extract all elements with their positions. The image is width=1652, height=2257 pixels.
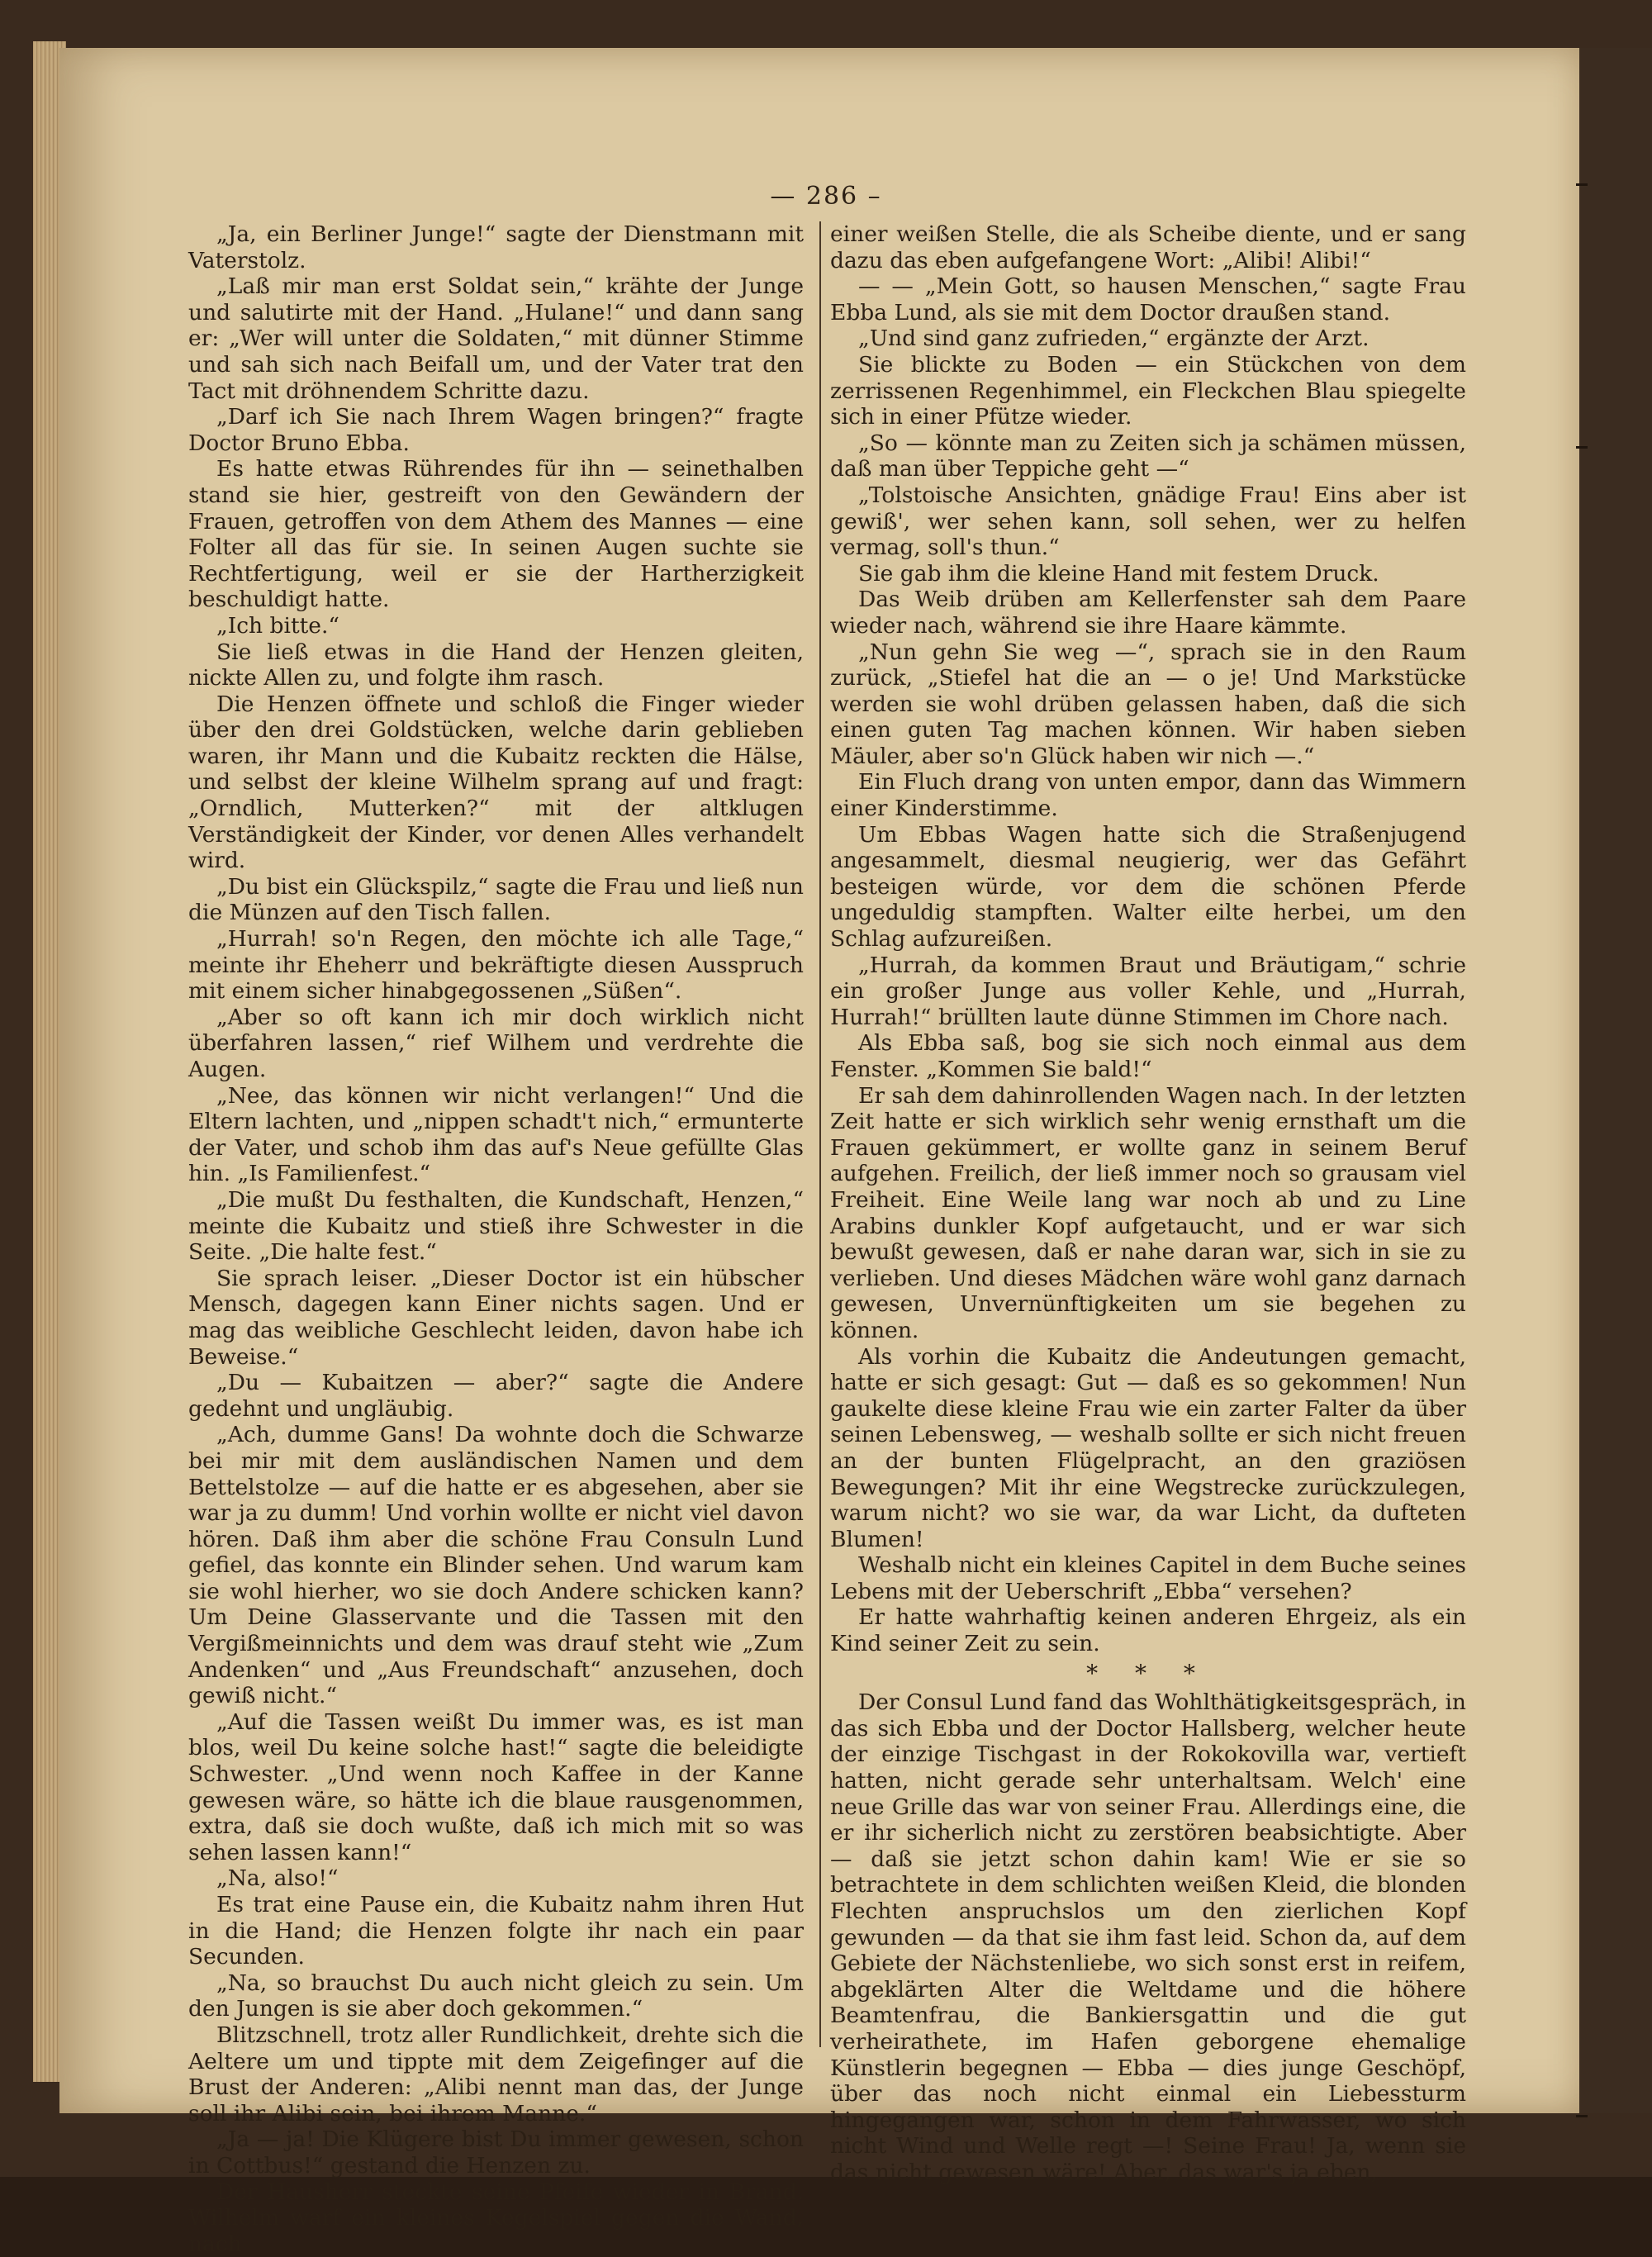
paragraph: „Nee, das können wir nicht verlangen!“ Und die Eltern lachten, und „nippen schadt't nich,“ ermunterte der Vater, und schob ihm das auf's Neue gefüllte Glas hin. „Is Familienfest.“ [188, 1082, 804, 1187]
paragraph: „Du bist ein Glückspilz,“ sagte die Frau und ließ nun die Münzen auf den Tisch fallen. [188, 873, 804, 926]
paragraph: Es trat eine Pause ein, die Kubaitz nahm ihren Hut in die Hand; die Henzen folgte ihr nach ein paar Secunden. [188, 1892, 804, 1970]
paragraph: Sie sprach leiser. „Dieser Doctor ist ein hübscher Mensch, dagegen kann Einer nichts sagen. Und er mag das weibliche Geschlecht leiden, davon habe ich Beweise.“ [188, 1265, 804, 1370]
paragraph: „Tolstoische Ansichten, gnädige Frau! Eins aber ist gewiß', wer sehen kann, soll sehen, wer zu helfen vermag, soll's thun.“ [830, 482, 1466, 561]
paragraph: „Ja — ja! Die Klügere bist Du immer gewesen, schon in Cottbus!“ gestand die Henzen zu. [188, 2126, 804, 2179]
paragraph: Weshalb nicht ein kleines Capitel in dem Buche seines Lebens mit der Ueberschrift „Ebba“ versehen? [830, 1552, 1466, 1604]
paragraph: Es hatte etwas Rührendes für ihn — seinethalben stand sie hier, gestreift von den Gewändern der Frauen, getroffen von dem Athem des Mannes — eine Folter all das für sie. In seinen Augen suchte sie Rechtfertigung, weil er sie der Hartherzigkeit beschuldigt hatte. [188, 456, 804, 613]
paragraph: „Na, also!“ [216, 1865, 339, 1892]
paragraph: „Hurrah, da kommen Braut und Bräutigam,“ schrie ein großer Junge aus voller Kehle, und „Hurrah, Hurrah!“ brüllten laute dünne Stimmen im Chore nach. [830, 952, 1466, 1030]
paragraph: Sie gab ihm die kleine Hand mit festem Druck. [858, 560, 1379, 587]
paragraph: „Na, so brauchst Du auch nicht gleich zu sein. Um den Jungen is sie aber doch gekommen.“ [188, 1970, 804, 2022]
paragraph: „Und sind ganz zufrieden,“ ergänzte der Arzt. [858, 325, 1370, 352]
margin-mark [1576, 183, 1588, 186]
paragraph: Der Hausherr steckte seine Pfeife wieder in Brand. Wilhelm warf ein kleines Kegelspiel gegen die Wand, nach [188, 2179, 804, 2257]
right-text-column [830, 221, 1466, 2186]
paragraph: „Du — Kubaitzen — aber?“ sagte die Andere gedehnt und ungläubig. [188, 1370, 804, 1422]
paragraph: „Laß mir man erst Soldat sein,“ krähte der Junge und salutirte mit der Hand. „Hulane!“ und dann sang er: „Wer will unter die Soldaten,“ mit dünner Stimme und sah sich nach Beifall um, und der Vater trat den Tact mit dröhnendem Schritte dazu. [188, 273, 804, 404]
paragraph: „Darf ich Sie nach Ihrem Wagen bringen?“ fragte Doctor Bruno Ebba. [188, 404, 804, 456]
paragraph: Als Ebba saß, bog sie sich noch einmal aus dem Fenster. „Kommen Sie bald!“ [830, 1030, 1466, 1082]
paragraph: „Ja, ein Berliner Junge!“ sagte der Dienstmann mit Vaterstolz. [188, 221, 804, 273]
paragraph: Er sah dem dahinrollenden Wagen nach. In der letzten Zeit hatte er sich wirklich sehr wenig ernsthaft um die Frauen gekümmert, er wollte ganz in seinem Beruf aufgehen. Freilich, der ließ immer noch so grausam viel Freiheit. Eine Weile lang war noch ab und zu Line Arabins dunkler Kopf aufgetaucht, und er war sich bewußt gewesen, daß er nahe daran war, sich in sie zu verlieben. Und dieses Mädchen wäre wohl ganz darnach gewesen, Unvernünftigkeiten um sie begehen zu können. [830, 1082, 1466, 1343]
paragraph: „Ich bitte.“ [216, 612, 339, 639]
margin-mark [1576, 2115, 1588, 2117]
left-text-column [188, 221, 804, 2257]
paragraph: Als vorhin die Kubaitz die Andeutungen gemacht, hatte er sich gesagt: Gut — daß es so gekommen! Nun gaukelte diese kleine Frau wie ein zarter Falter da über seinen Lebensweg, — weshalb sollte er sich nicht freuen an der bunten Flügelpracht, an den graziösen Bewegungen? Mit ihr eine Wegstrecke zurückzulegen, warum nicht? wo sie war, da war Licht, da dufteten Blumen! [830, 1343, 1466, 1552]
column-divider [819, 221, 821, 2047]
paragraph: „Ach, dumme Gans! Da wohnte doch die Schwarze bei mir mit dem ausländischen Namen und dem Bettelstolze — auf die hatte er es abgesehen, aber sie war ja zu dumm! Und vorhin wollte er nicht viel davon hören. Daß ihm aber die schöne Frau Consuln Lund gefiel, das konnte ein Blinder sehen. Und warum kam sie wohl hierher, wo sie doch Andere schicken kann? Um Deine Glasservante und die Tassen mit den Vergißmeinnichts und dem was drauf steht wie „Zum Andenken“ und „Aus Freundschaft“ anzusehen, doch gewiß nicht.“ [188, 1422, 804, 1709]
paragraph: einer weißen Stelle, die als Scheibe diente, und er sang dazu das eben aufgefangene Wort: „Alibi! Alibi!“ [830, 221, 1466, 273]
paragraph: Die Henzen öffnete und schloß die Finger wieder über den drei Goldstücken, welche darin geblieben waren, ihr Mann und die Kubaitz reckten die Hälse, und selbst der kleine Wilhelm sprang auf und fragt: „Orndlich, Mutterken?“ mit der altklugen Verständigkeit der Kinder, vor denen Alles verhandelt wird. [188, 691, 804, 874]
paragraph: — — „Mein Gott, so hausen Menschen,“ sagte Frau Ebba Lund, als sie mit dem Doctor draußen stand. [830, 273, 1466, 325]
paragraph: Das Weib drüben am Kellerfenster sah dem Paare wieder nach, während sie ihre Haare kämmte. [830, 587, 1466, 639]
paragraph: „Aber so oft kann ich mir doch wirklich nicht überfahren lassen,“ rief Wilhem und verdrehte die Augen. [188, 1004, 804, 1082]
paragraph: „So — könnte man zu Zeiten sich ja schämen müssen, daß man über Teppiche geht —“ [830, 430, 1466, 482]
paragraph: „Die mußt Du festhalten, die Kundschaft, Henzen,“ meinte die Kubaitz und stieß ihre Schwester in die Seite. „Die halte fest.“ [188, 1186, 804, 1266]
paragraph: Er hatte wahrhaftig keinen anderen Ehrgeiz, als ein Kind seiner Zeit zu sein. [830, 1604, 1466, 1657]
paragraph: Sie ließ etwas in die Hand der Henzen gleiten, nickte Allen zu, und folgte ihm rasch. [188, 639, 804, 691]
paragraph: Der Consul Lund fand das Wohlthätigkeitsgespräch, in das sich Ebba und der Doctor Hallsberg, welcher heute der einzige Tischgast in der Rokokovilla war, vertieft hatten, nicht gerade sehr unterhaltsam. Welch' eine neue Grille das war von seiner Frau. Allerdings eine, die er ihr sicherlich nicht zu zerstören beabsichtigte. Aber — daß sie jetzt schon dahin kam! Wie er sie so betrachtete in dem schlichten weißen Kleid, die blonden Flechten anspruchslos um den zierlichen Kopf gewunden — da that sie ihm fast leid. Schon da, auf dem Gebiete der Nächstenliebe, wo sich sonst erst in reifem, abgeklärten Alter die Weltdame und die höhere Beamtenfrau, die Bankiersgattin und die gut verheirathete, im Hafen geborgene ehemalige Künstlerin begegnen — Ebba — dies junge Geschöpf, über das noch nicht einmal ein Liebessturm hingegangen war, schon in dem Fahrwasser, wo sich nicht Wind und Welle regt —! Seine Frau! Ja, wenn sie das nicht gewesen wäre! Aber, das war's ja eben, [830, 1689, 1466, 2185]
paragraph: Um Ebbas Wagen hatte sich die Straßenjugend angesammelt, diesmal neugierig, wer das Gefährt besteigen würde, vor dem die schönen Pferde ungeduldig stampften. Walter eilte herbei, um den Schlag aufzureißen. [830, 821, 1466, 953]
paragraph: Blitzschnell, trotz aller Rundlichkeit, drehte sich die Aeltere um und tippte mit dem Zeigefinger auf die Brust der Anderen: „Alibi nennt man das, der Junge soll ihr Alibi sein, bei ihrem Manne.“ [188, 2022, 804, 2126]
margin-mark [1576, 446, 1588, 449]
page-number: — 286 – [770, 182, 882, 211]
paragraph: Sie blickte zu Boden — ein Stückchen von dem zerrissenen Regenhimmel, ein Fleckchen Blau spiegelte sich in einer Pfütze wieder. [830, 351, 1466, 430]
paragraph: Ein Fluch drang von unten empor, dann das Wimmern einer Kinderstimme. [830, 769, 1466, 822]
paragraph: „Nun gehn Sie weg —“, sprach sie in den Raum zurück, „Stiefel hat die an — o je! Und Markstücke werden sie wohl drüben gelassen haben, daß die sich einen guten Tag machen können. Wir haben sieben Mäuler, aber so'n Glück haben wir nich —.“ [830, 639, 1466, 769]
paragraph: „Auf die Tassen weißt Du immer was, es ist man blos, weil Du keine solche hast!“ sagte die beleidigte Schwester. „Und wenn noch Kaffee in der Kanne gewesen wäre, so hätte ich die blaue rausgenommen, extra, daß sie doch wußte, daß ich mich mit so was sehen lassen kann!“ [188, 1708, 804, 1865]
section-separator: * * * [1086, 1659, 1210, 1687]
paragraph: „Hurrah! so'n Regen, den möchte ich alle Tage,“ meinte ihr Eheherr und bekräftigte diesen Ausspruch mit einem sicher hinabgegossenen „Süßen“. [188, 926, 804, 1005]
facing-page-shadow [1579, 48, 1652, 2113]
